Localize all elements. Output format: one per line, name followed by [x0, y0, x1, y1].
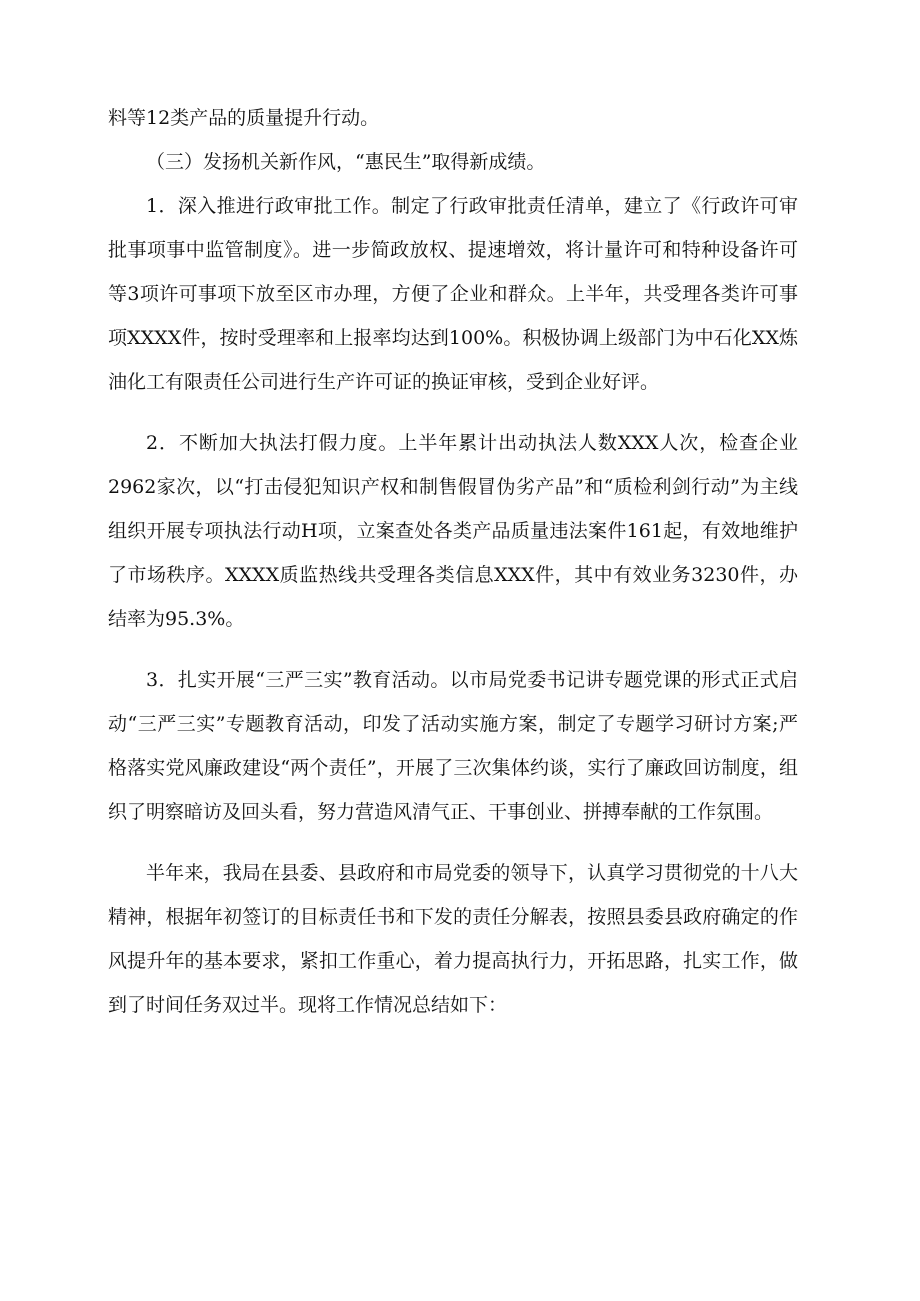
paragraph-item-1: 1．深入推进行政审批工作。制定了行政审批责任清单，建立了《行政许可审批事项事中监管制度》。进一步简政放权、提速增效，将计量许可和特种设备许可等3项许可事项下放至区市办理，方便了企业和群众。上半年，共受理各类许可事项XXXX件，按时受理率和上报率均达到100%。积极协调上级部门为中石化XX炼油化工有限责任公司进行生产许可证的换证审核，受到企业好评。: [108, 195, 798, 393]
paragraph-item-3: 3．扎实开展“三严三实”教育活动。以市局党委书记讲专题党课的形式正式启动“三严三实”专题教育活动，印发了活动实施方案，制定了专题学习研讨方案;严格落实党风廉政建设“两个责任”，开展了三次集体约谈，实行了廉政回访制度，组织了明察暗访及回头看，努力营造风清气正、干事创业、拼搏奉献的工作氛围。: [108, 669, 798, 823]
document-body: [108, 96, 798, 1027]
section-heading: （三）发扬机关新作风，“惠民生”取得新成绩。: [146, 151, 546, 173]
paragraph-continuation: 料等12类产品的质量提升行动。: [108, 107, 380, 129]
paragraph-summary: 半年来，我局在县委、县政府和市局党委的领导下，认真学习贯彻党的十八大精神，根据年初签订的目标责任书和下发的责任分解表，按照县委县政府确定的作风提升年的基本要求，紧扣工作重心，着力提高执行力，开拓思路，扎实工作，做到了时间任务双过半。现将工作情况总结如下：: [108, 862, 798, 1016]
paragraph-item-2: 2．不断加大执法打假力度。上半年累计出动执法人数XXX人次，检查企业2962家次，以“打击侵犯知识产权和制售假冒伪劣产品”和“质检利剑行动”为主线组织开展专项执法行动H项，立案查处各类产品质量违法案件161起，有效地维护了市场秩序。XXXX质监热线共受理各类信息XXX件，其中有效业务3230件，办结率为95.3%。: [108, 432, 798, 630]
